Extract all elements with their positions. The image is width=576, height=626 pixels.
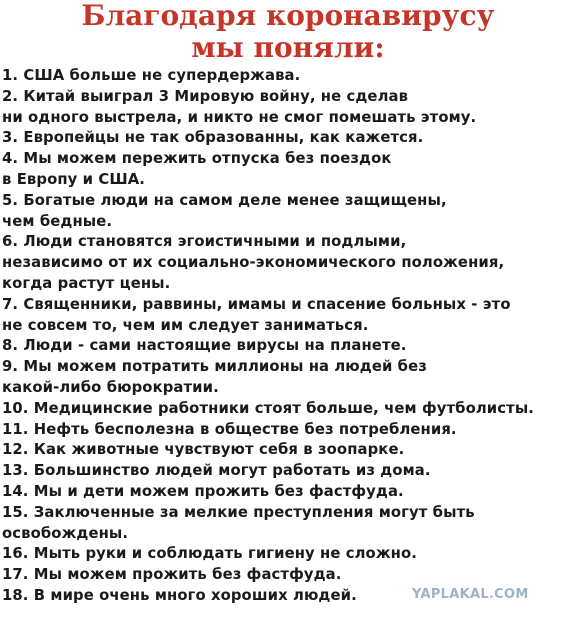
list-item (2, 357, 574, 399)
list-item-line: когда растут цены. (2, 274, 171, 292)
list-item-line: 4. Мы можем пережить отпуска без поездок (2, 150, 392, 168)
list-item-line: 1. США больше не супердержава. (2, 67, 301, 84)
list-item (2, 544, 574, 565)
list-item-line: 18. В мире очень много хороших людей. (2, 586, 357, 604)
list-item (2, 482, 574, 503)
list-item (2, 565, 574, 586)
list-item (2, 87, 574, 129)
list-item (2, 399, 574, 420)
list-item (2, 440, 574, 461)
list-item (2, 191, 574, 233)
list-item (2, 503, 574, 545)
page-title (0, 0, 576, 64)
list-item (2, 66, 574, 87)
title-line-1: Благодаря коронавирусу (81, 0, 495, 32)
list-item-line: 5. Богатые люди на самом деле менее защищены, (2, 191, 447, 209)
list-item-line: чем бедные. (2, 212, 113, 230)
list-item-line: 13. Большинство людей могут работать из дома. (2, 462, 431, 480)
list-item (2, 232, 574, 294)
list-item-line: 6. Люди становятся эгоистичными и подлыми, (2, 233, 407, 251)
list-item-line: какой-либо бюрократии. (2, 378, 219, 396)
list-item-line: освобождены. (2, 524, 129, 542)
list-item-line: ни одного выстрела, и никто не смог помешать этому. (2, 108, 477, 126)
list-item-line: не совсем то, чем им следует заниматься. (2, 316, 369, 334)
watermark: YAPLAKAL.COM (412, 587, 529, 602)
list-item-line: 12. Как животные чувствуют себя в зоопарке. (2, 441, 405, 459)
list-item-line: 9. Мы можем потратить миллионы на людей без (2, 358, 427, 376)
list-item-line: 16. Мыть руки и соблюдать гигиену не сложно. (2, 545, 417, 563)
list-item-line: независимо от их социально-экономического положения, (2, 254, 505, 272)
list-item (2, 128, 574, 149)
list-item-line: 8. Люди - сами настоящие вирусы на планете. (2, 337, 407, 355)
list-item-line: 11. Нефть бесполезна в обществе без потребления. (2, 420, 457, 438)
list-item (2, 336, 574, 357)
list-item-line: 2. Китай выиграл 3 Мировую войну, не сделав (2, 87, 409, 105)
lessons-list (2, 66, 574, 607)
list-item-line: 14. Мы и дети можем прожить без фастфуда. (2, 482, 404, 500)
list-item-line: 10. Медицинские работники стоят больше, чем футболисты. (2, 399, 535, 417)
list-item-line: 7. Священники, раввины, имамы и спасение больных - это (2, 295, 511, 313)
list-item (2, 420, 574, 441)
list-item-line: в Европу и США. (2, 170, 145, 188)
list-item-line: 3. Европейцы не так образованны, как кажется. (2, 129, 424, 147)
list-item-line: 15. Заключенные за мелкие преступления могут быть (2, 503, 475, 521)
list-item (2, 461, 574, 482)
title-line-2: мы поняли: (191, 31, 385, 64)
list-item-line: 17. Мы можем прожить без фастфуда. (2, 566, 342, 584)
list-item (2, 149, 574, 191)
list-item (2, 295, 574, 337)
